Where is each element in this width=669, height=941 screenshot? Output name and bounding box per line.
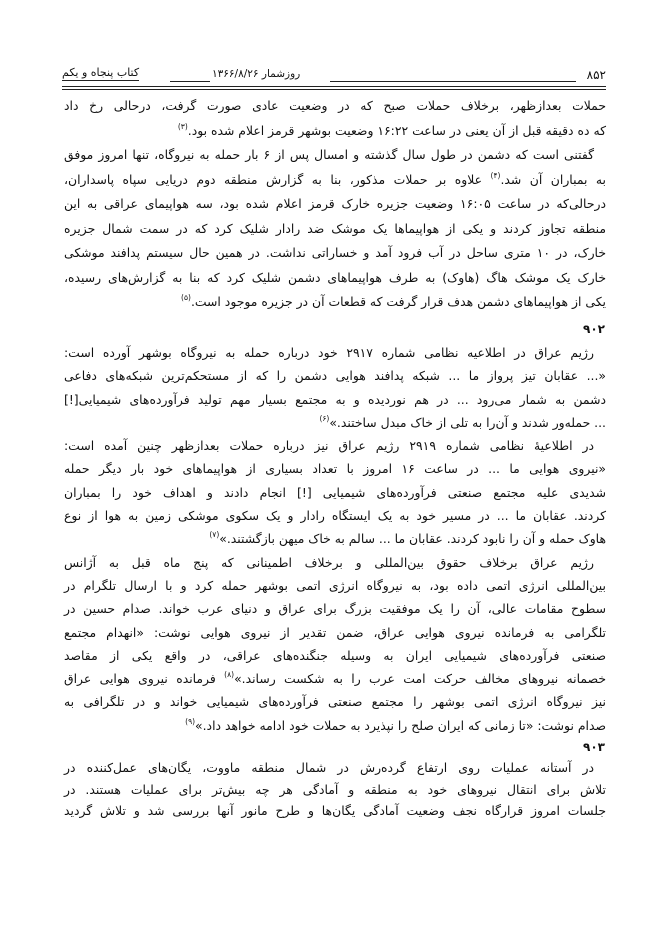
header-double-rule — [62, 86, 606, 90]
text-line — [64, 714, 606, 737]
text-run: «نیروی هوایی ما ... در ساعت ۱۶ امروز با تعداد بسیاری از هواپیماهای خود بار دیگر حمله — [64, 461, 606, 477]
entry-902 — [64, 341, 606, 737]
text-line — [64, 266, 606, 291]
text-line — [64, 597, 606, 620]
text-line — [64, 551, 606, 574]
text-run: دشمن به شمار می‌رود ... در هم نوردیده و به مجتمع بسیار مهم تولید فرآورده‌های شیمیایی[!] — [64, 391, 606, 407]
text-line — [64, 481, 606, 504]
text-run: در آستانه عملیات روی ارتفاع گرده‌رش در شمال منطقه ماووت، یگان‌های عمل‌کننده در — [64, 760, 594, 775]
entry-number-903: ۹۰۳ — [583, 740, 605, 754]
text-line — [64, 504, 606, 527]
text-run: شدیدی علیه مجتمع صنعتی فرآورده‌های شیمیایی [!] انجام دادند و اهداف خود را بمباران — [64, 484, 606, 500]
footnote-ref: (۹) — [185, 716, 196, 726]
text-run: خارک، در ۱۰ متری ساحل در آب فرود آمد و خساراتی نداشت. در همین حال سیستم پدافند موشکی — [64, 245, 606, 260]
text-run: که ده دقیقه قبل از آن یعنی در ساعت ۱۶:۲۲ وضعیت بوشهر قرمز اعلام شده بود. — [187, 122, 606, 138]
text-line — [64, 143, 606, 168]
text-line — [64, 241, 606, 266]
footnote-ref: (۵) — [181, 293, 191, 302]
text-run: تلاش برای انتقال نیروهای خود به منطقه و آمادگی هر چه بیش‌تر برای عملیات هستند. در — [64, 781, 606, 797]
entry-903 — [64, 757, 606, 822]
book-title: کتاب پنجاه و یکم — [62, 66, 140, 79]
text-run: خصمانه نیروهای مخالف حرکت امت عرب را به شکست رساند.» — [234, 671, 606, 687]
text-run: حملات بعدازظهر، برخلاف حملات صبح که در وضعیت عادی صورت گرفت، درحالی رخ داد — [64, 98, 606, 113]
text-line — [64, 457, 606, 480]
page-number: ۸۵۲ — [586, 68, 606, 82]
text-run: ... حمله‌ور شدند و آن‌را به تلی از خاک مبدل ساختند.» — [329, 414, 606, 430]
header-rule — [330, 81, 576, 82]
text-run: گفتنی است که دشمن در طول سال گذشته و امسال پس از ۶ بار حمله به نیروگاه، تنها امروز موفق — [64, 147, 594, 162]
footnote-ref: (۴) — [490, 170, 501, 180]
text-line — [64, 690, 606, 713]
footnote-ref: (۷) — [209, 530, 220, 540]
text-line — [64, 290, 606, 315]
text-run: رژیم عراق برخلاف حقوق بین‌المللی و برخلاف اطمینانی که پنج ماه قبل به آژانس — [64, 554, 594, 570]
text-run: سطوح مقامات عالی، آن را یک موفقیت بزرگ برای عراق و دنیای عرب خواند. صدام حسین در — [64, 601, 606, 617]
running-header — [62, 66, 606, 88]
text-line — [64, 574, 606, 597]
text-run: رژیم عراق در اطلاعیه نظامی شماره ۲۹۱۷ خود درباره حمله به نیروگاه بوشهر آورده است: — [64, 345, 594, 360]
text-run: فرمانده نیروی هوایی عراق — [64, 671, 225, 687]
text-run: یکی از هواپیماهای دشمن هدف قرار گرفت که قطعات آن در جزیره موجود است. — [190, 294, 606, 309]
text-line — [64, 779, 606, 801]
text-run: هاوک حمله و آن را نابود کردند. عقابان ما ... سالم به خاک میهن بازگشتند.» — [219, 531, 606, 547]
text-line — [64, 757, 606, 779]
chronicle-date: روزشمار ۱۳۶۶/۸/۲۶ — [212, 68, 301, 80]
text-line — [64, 192, 606, 217]
text-run: درحالی‌که در ساعت ۱۶:۰۵ وضعیت جزیره خارک قرمز اعلام شده بود، سه هواپیمای عراقی به این — [64, 196, 606, 211]
text-line — [64, 388, 606, 411]
text-run: تلگرامی به فرمانده نیروی هوایی عراق، ضمن تقدیر از نیروی هوایی نوشت: «انهدام مجتمع — [64, 624, 606, 640]
text-line — [64, 621, 606, 644]
text-line — [64, 364, 606, 387]
text-run: در اطلاعیهٔ نظامی شماره ۲۹۱۹ رژیم عراق نیز درباره حملات بعدازظهر چنین آمده است: — [64, 438, 594, 454]
text-line — [64, 667, 606, 690]
text-run: نیز نیروگاه انرژی اتمی بوشهر را مجتمع صنعتی فرآورده‌های شیمیایی خواند و در تلگرافی به — [64, 694, 606, 710]
text-run: «... عقابان تیز پرواز ما ... شبکه پدافند هوایی دشمن را که از مستحکم‌ترین شبکه‌های دفاعی — [64, 368, 606, 384]
text-line — [64, 434, 606, 457]
footnote-ref: (۶) — [319, 413, 330, 423]
text-line — [64, 217, 606, 242]
header-rule — [170, 81, 210, 82]
text-line — [64, 168, 606, 193]
text-line — [64, 644, 606, 667]
text-line — [64, 341, 606, 364]
text-line — [64, 800, 606, 822]
text-run: به بمباران آن شد. — [500, 171, 607, 187]
text-run: صنعتی فرآورده‌های شیمیایی ایران به وسیله جنگنده‌های عراقی، در واقع یکی از مقاصد — [64, 647, 606, 663]
text-run: جلسات امروز قرارگاه نجف وضعیت آمادگی یگان‌ها و طرح مانور آنها بررسی شد و تلاش گردید — [64, 803, 606, 818]
text-run: علاوه بر حملات مذکور، بنا به گزارش منطقه دوم دریایی سپاه پاسداران، — [64, 171, 491, 187]
text-run: کردند. عقابان ما ... در مسیر خود به یک ایستگاه رادار و یک سکوی موشکی زمین به هوا از نوع — [64, 508, 606, 524]
text-line — [64, 527, 606, 550]
text-run: خارک یک موشک هاگ (هاوک) به طرف هواپیماهای دشمن شلیک کرد که بنا به گزارش‌های رسیده، — [64, 269, 606, 285]
text-run: بین‌المللی انرژی اتمی داده بود، به نیروگاه انرژی اتمی بوشهر حمله کرد و با ارسال تلگرام در — [64, 577, 606, 593]
entry-901-continued — [64, 94, 606, 315]
entry-number-902: ۹۰۲ — [583, 322, 605, 336]
footnote-ref: (۸) — [224, 670, 235, 680]
footnote-ref: (۳) — [177, 121, 188, 131]
text-run: صدام نوشت: «تا زمانی که ایران صلح را نپذیرد به حملات خود ادامه خواهد داد.» — [195, 717, 606, 733]
text-line — [64, 94, 606, 119]
text-line — [64, 411, 606, 434]
text-run: منطقه تجاوز کردند و یکی از هواپیماها یک موشک ضد رادار شلیک کرد که در سمت شمال جزیره — [64, 220, 606, 236]
text-line — [64, 119, 606, 144]
